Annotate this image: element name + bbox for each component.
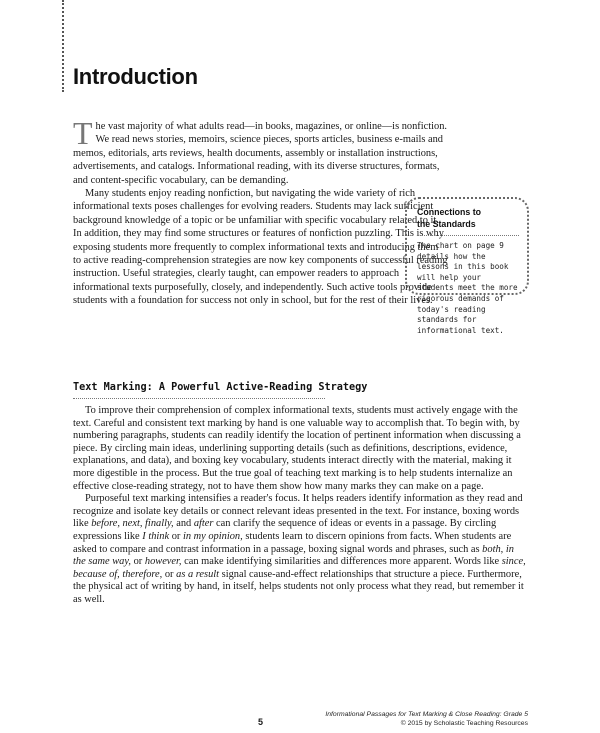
emphasis-run: after [193, 518, 214, 530]
section-paragraph-1: To improve their comprehension of complex informational texts, students must actively engage with the text. Careful and consistent text marking by hand is one valuable way to accomplish that. To begin with, by numbering paragraphs, students can readily identify the location of pertinent information when discussing a piece. By circling main ideas, underlining supporting details (such as definitions, descriptions, evidence, explanations, and data), and boxing key vocabulary, students interact directly with the material, making it more digestible in the process. But the true goal of teaching text marking is to help students internalize an effective close-reading strategy, not to have them show how many marks they can make on a page. [73, 405, 521, 492]
section-body [73, 405, 528, 607]
sidebar-title-line-1: Connections to [417, 207, 482, 217]
emphasis-run: both, in the same way, [73, 543, 514, 568]
footer-credits [325, 711, 528, 728]
emphasis-run: I think [142, 530, 170, 542]
sidebar-title [417, 207, 519, 230]
text-run: students learn to discern opinions from facts. When students are asked to compare and contrast information in a passage, boxing signal words and phrases, such as [73, 530, 512, 555]
text-run: signal cause-and-effect relationships that structure a piece. Furthermore, the physical act of writing by hand, in itself, helps students not only process what they read, but remember it as well. [73, 568, 524, 605]
text-run: or [162, 568, 177, 580]
emphasis-run: before, next, finally, [91, 518, 174, 530]
page-number: 5 [258, 717, 264, 727]
standards-sidebar [405, 197, 529, 335]
footer-book-title: Informational Passages for Text Marking & Close Reading: Grade 5 [325, 711, 528, 718]
intro-paragraph-1 [73, 115, 448, 187]
page-title: Introduction [73, 64, 198, 89]
text-run: can clarify the sequence of ideas or events in a passage. By circling expressions like [73, 518, 497, 542]
intro-paragraph-1-text: he vast majority of what adults read—in books, magazines, or online—is nonfiction. We read news stories, memoirs, science pieces, sports articles, business e-mails and memos, editorials, arts reviews, health documents, assembly or installation instructions, advertisements, and catalogs. Informational reading, with its diverse structures, formats, and content-specific vocabulary, can be demanding. [73, 121, 448, 186]
emphasis-run: since, because of, therefore, [73, 556, 526, 580]
text-run: or [131, 556, 145, 568]
section-heading: Text Marking: A Powerful Active-Reading Strategy [73, 382, 368, 393]
section-heading-rule [73, 398, 325, 399]
sidebar-divider [417, 235, 519, 236]
intro-text [73, 115, 448, 308]
decorative-dotted-line [62, 0, 64, 92]
text-run: can make identifying similarities and differences more apparent. Words like [181, 556, 502, 568]
text-run: and [173, 518, 194, 530]
text-run: or [169, 530, 183, 542]
emphasis-run: in my opinion, [182, 530, 243, 542]
footer-copyright: © 2015 by Scholastic Teaching Resources [400, 719, 528, 727]
emphasis-run: however, [144, 556, 182, 568]
drop-cap: T [73, 115, 93, 151]
intro-paragraph-2: Many students enjoy reading nonfiction, but navigating the wide variety of rich informational texts poses challenges for evolving readers. Students may lack sufficient background knowledge of a topic or be unfamiliar with specific vocabulary related to it. In addition, they may find some structures or features of nonfiction puzzling. This is why exposing students more frequently to complex informational texts and introducing them to active reading-comprehension strategies are now key components of successful reading instruction. Useful strategies, clearly taught, can empower readers to approach informational texts purposefully, closely, and independently. Such active tools provide students with a foundation for success not only in school, but for the rest of their lives. [73, 188, 448, 307]
sidebar-title-line-2: the Standards [417, 218, 476, 229]
sidebar-body: The chart on page 9 details how the lessons in this book will help your students meet the more rigorous demands of today's reading standards for informational text. [417, 241, 518, 335]
section-paragraph-2 [73, 493, 528, 606]
emphasis-run: as a result [176, 568, 220, 580]
text-run: Purposeful text marking intensifies a reader's focus. It helps readers identify information as they read and recognize and isolate key details or connect relevant ideas presented in the text. For instance, boxing words like [73, 493, 523, 530]
